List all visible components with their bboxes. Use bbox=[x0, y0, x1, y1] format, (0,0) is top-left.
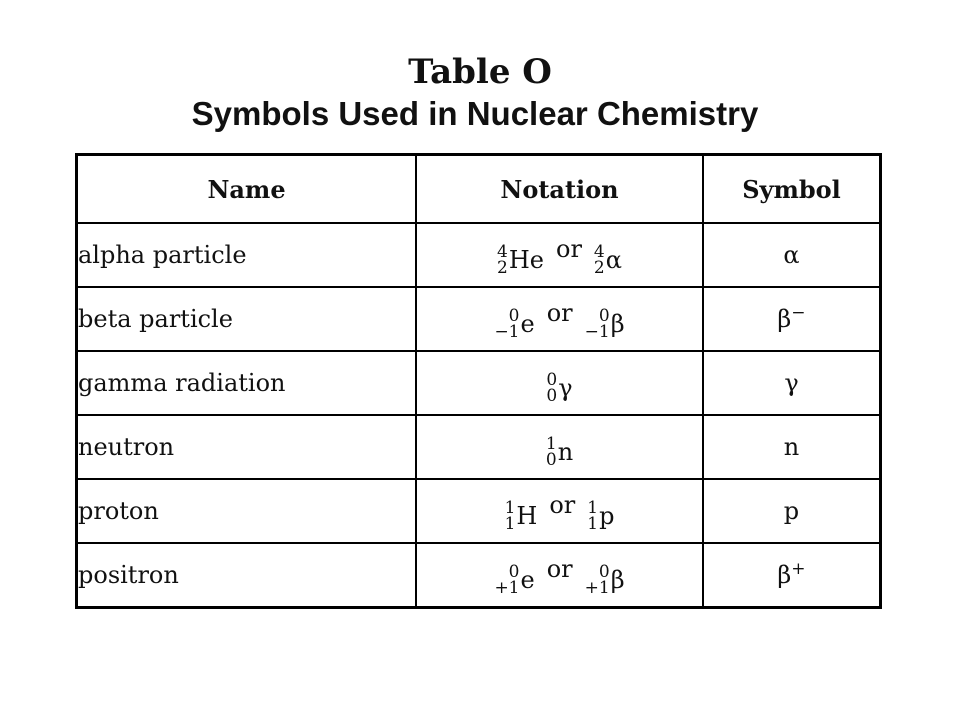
nuclide-scripts bbox=[593, 241, 605, 278]
nuclide-scripts bbox=[545, 433, 557, 470]
table-row bbox=[77, 479, 881, 543]
nuclide-symbol: H bbox=[516, 501, 538, 530]
table-row bbox=[77, 543, 881, 608]
nuclide-symbol: β bbox=[610, 565, 625, 594]
table-header-row bbox=[77, 155, 881, 224]
nuclide-notation bbox=[545, 433, 574, 470]
nuclide-notation bbox=[494, 305, 535, 342]
particle-notation bbox=[416, 415, 703, 479]
charge-number: +1 bbox=[494, 577, 520, 598]
mass-number: 0 bbox=[508, 561, 520, 582]
mass-number: 1 bbox=[587, 497, 599, 518]
nuclide-scripts bbox=[584, 305, 610, 342]
nuclide-notation bbox=[504, 497, 538, 534]
symbol-charge-superscript: − bbox=[791, 303, 806, 323]
table-row bbox=[77, 223, 881, 287]
particle-symbol bbox=[703, 351, 881, 415]
table-row bbox=[77, 351, 881, 415]
table-row bbox=[77, 415, 881, 479]
particle-name: gamma radiation bbox=[77, 351, 417, 415]
nuclide-symbol: p bbox=[599, 501, 615, 530]
nuclide-notation bbox=[593, 241, 622, 278]
charge-number: +1 bbox=[584, 577, 610, 598]
particle-name: neutron bbox=[77, 415, 417, 479]
mass-number: 4 bbox=[593, 241, 605, 262]
table-subtitle: Symbols Used in Nuclear Chemistry bbox=[191, 95, 759, 132]
or-separator: or bbox=[546, 298, 573, 327]
particle-name: beta particle bbox=[77, 287, 417, 351]
nuclide-scripts bbox=[494, 561, 520, 598]
mass-number: 0 bbox=[546, 369, 558, 390]
nuclide-notation bbox=[584, 305, 625, 342]
or-separator: or bbox=[546, 554, 573, 583]
charge-number: 2 bbox=[593, 257, 605, 278]
particle-notation bbox=[416, 543, 703, 608]
charge-number: 0 bbox=[546, 385, 558, 406]
nuclide-notation bbox=[494, 561, 535, 598]
table-row bbox=[77, 287, 881, 351]
particle-notation bbox=[416, 223, 703, 287]
mass-number: 1 bbox=[545, 433, 557, 454]
nuclide-symbol: n bbox=[557, 437, 574, 466]
nuclide-symbol: He bbox=[508, 245, 544, 274]
mass-number: 0 bbox=[598, 561, 610, 582]
particle-notation bbox=[416, 479, 703, 543]
symbol-base: β bbox=[777, 561, 792, 589]
nuclide-scripts bbox=[546, 369, 558, 406]
particle-symbol bbox=[703, 415, 881, 479]
column-header-symbol: Symbol bbox=[703, 155, 881, 224]
nuclide-symbol: β bbox=[610, 309, 625, 338]
charge-number: 1 bbox=[504, 513, 516, 534]
nuclide-scripts bbox=[584, 561, 610, 598]
mass-number: 1 bbox=[504, 497, 516, 518]
nuclide-notation bbox=[587, 497, 615, 534]
symbol-base: p bbox=[783, 497, 800, 525]
charge-number: 0 bbox=[545, 449, 557, 470]
charge-number: −1 bbox=[494, 321, 520, 342]
nuclide-scripts bbox=[587, 497, 599, 534]
nuclide-scripts bbox=[497, 241, 508, 278]
mass-number: 0 bbox=[598, 305, 610, 326]
nuclide-scripts bbox=[494, 305, 520, 342]
nuclide-symbol: e bbox=[520, 309, 535, 338]
column-header-notation: Notation bbox=[416, 155, 703, 224]
nuclide-notation bbox=[497, 241, 544, 278]
mass-number: 0 bbox=[508, 305, 520, 326]
symbol-base: γ bbox=[784, 369, 799, 397]
column-header-name: Name bbox=[77, 155, 417, 224]
nuclide-notation bbox=[546, 369, 573, 406]
table-body bbox=[77, 223, 881, 608]
particle-symbol bbox=[703, 543, 881, 608]
particle-symbol bbox=[703, 479, 881, 543]
table-title: Table O bbox=[408, 52, 552, 92]
symbol-base: n bbox=[783, 433, 800, 461]
particle-name: alpha particle bbox=[77, 223, 417, 287]
mass-number: 4 bbox=[497, 241, 508, 262]
nuclide-symbol: e bbox=[520, 565, 535, 594]
charge-number: 2 bbox=[497, 257, 508, 278]
nuclear-symbols-table bbox=[75, 153, 882, 609]
nuclide-notation bbox=[584, 561, 625, 598]
or-separator: or bbox=[549, 490, 576, 519]
symbol-base: β bbox=[777, 305, 792, 333]
nuclide-symbol: α bbox=[605, 245, 622, 274]
charge-number: −1 bbox=[584, 321, 610, 342]
particle-name: proton bbox=[77, 479, 417, 543]
nuclide-symbol: γ bbox=[558, 373, 573, 402]
charge-number: 1 bbox=[587, 513, 599, 534]
particle-symbol bbox=[703, 287, 881, 351]
particle-name: positron bbox=[77, 543, 417, 608]
or-separator: or bbox=[556, 234, 582, 263]
nuclide-scripts bbox=[504, 497, 516, 534]
symbol-base: α bbox=[783, 241, 800, 269]
particle-notation bbox=[416, 351, 703, 415]
symbol-charge-superscript: + bbox=[791, 559, 806, 579]
particle-symbol bbox=[703, 223, 881, 287]
particle-notation bbox=[416, 287, 703, 351]
